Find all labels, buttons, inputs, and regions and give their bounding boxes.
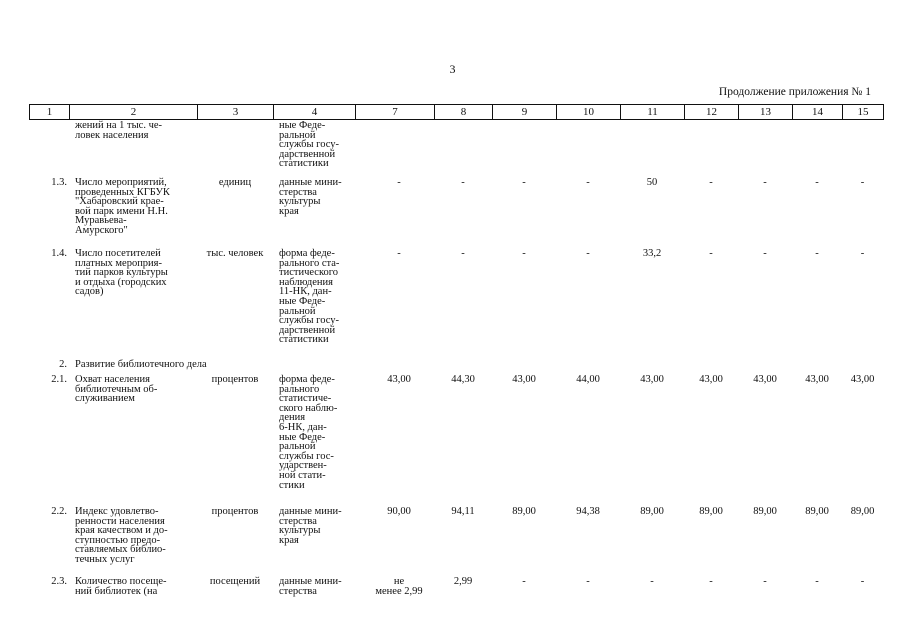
value-col-7: -: [397, 177, 401, 188]
unit: процентов: [211, 374, 259, 385]
header-cell: 13: [739, 105, 793, 120]
indicator-name: Число мероприятий, проведенных КГБУК "Хабаровский крае- вой парк имени Н.Н. Муравьева- Амурского": [75, 177, 170, 236]
value-col-8: -: [461, 177, 465, 188]
table-row: [29, 249, 883, 360]
table-row: [29, 121, 883, 178]
section-row: [29, 360, 883, 375]
value-col-7: 90,00: [387, 506, 411, 517]
header-cell: 15: [843, 105, 884, 120]
value-col-14: 89,00: [805, 506, 829, 517]
value-col-8: 94,11: [451, 506, 475, 517]
value-col-15: 43,00: [850, 374, 875, 385]
value-col-11: 33,2: [642, 248, 662, 259]
row-number: 2.1.: [51, 374, 67, 385]
header-cell: 2: [70, 105, 198, 120]
value-col-11: 50: [646, 177, 658, 188]
header-cell: 4: [274, 105, 356, 120]
value-col-8: 44,30: [451, 374, 475, 385]
value-col-11: 89,00: [640, 506, 664, 517]
value-col-12: -: [709, 576, 713, 587]
value-col-13: -: [763, 248, 767, 259]
value-col-11: 43,00: [640, 374, 664, 385]
value-col-12: 43,00: [699, 374, 723, 385]
unit: процентов: [211, 506, 259, 517]
value-col-10: -: [586, 576, 590, 587]
page-number: 3: [449, 62, 456, 76]
value-col-10: -: [586, 177, 590, 188]
header-cell: 10: [557, 105, 621, 120]
value-col-9: -: [522, 248, 526, 259]
value-col-10: 94,38: [576, 506, 600, 517]
section-number: 2.: [59, 359, 67, 370]
data-source: данные мини- стерства: [279, 576, 342, 597]
value-col-12: -: [709, 248, 713, 259]
header-cell: 1: [30, 105, 70, 120]
table-row: [29, 577, 883, 601]
indicator-name: Число посетителей платных мероприя- тий парков культуры и отдыха (городских садов): [75, 248, 168, 298]
header-cell: 9: [493, 105, 557, 120]
header-cell: 12: [685, 105, 739, 120]
unit: тыс. человек: [206, 248, 264, 259]
value-col-13: 43,00: [753, 374, 777, 385]
table-row: [29, 375, 883, 507]
data-source: ные Феде- ральной службы госу- дарственной статистики: [279, 120, 339, 170]
value-col-9: -: [522, 576, 526, 587]
row-number: 1.3.: [51, 177, 67, 188]
column-header-table: [29, 104, 884, 120]
row-number: 2.3.: [51, 576, 67, 587]
header-cell: 7: [356, 105, 435, 120]
row-number: 1.4.: [51, 248, 67, 259]
value-col-7: не менее 2,99: [375, 576, 423, 597]
value-col-12: 89,00: [699, 506, 723, 517]
value-col-15: -: [860, 248, 865, 259]
value-col-10: 44,00: [576, 374, 600, 385]
unit: единиц: [218, 177, 252, 188]
data-source: форма феде- рального статистиче- ского наблю- дения 6-НК, дан- ные Феде- ральной службы гос- ударствен- ной стати- стики: [279, 374, 338, 491]
value-col-14: -: [815, 576, 819, 587]
value-col-13: -: [763, 576, 767, 587]
value-col-10: -: [586, 248, 590, 259]
appendix-note: Продолжение приложения № 1: [718, 86, 871, 98]
value-col-15: -: [860, 576, 865, 587]
value-col-14: 43,00: [805, 374, 829, 385]
indicator-name: Охват населения библиотечным об- служиванием: [75, 374, 158, 405]
value-col-13: -: [763, 177, 767, 188]
data-source: данные мини- стерства культуры края: [279, 177, 342, 217]
value-col-7: -: [397, 248, 401, 259]
value-col-14: -: [815, 248, 819, 259]
value-col-15: -: [860, 177, 865, 188]
value-col-9: 89,00: [512, 506, 536, 517]
value-col-8: -: [461, 248, 465, 259]
value-col-8: 2,99: [453, 576, 473, 587]
value-col-14: -: [815, 177, 819, 188]
value-col-9: -: [522, 177, 526, 188]
data-source: форма феде- рального ста- тистического наблюдения 11-НК, дан- ные Феде- ральной службы госу- дарственной статистики: [279, 248, 340, 346]
value-col-11: -: [650, 576, 654, 587]
header-row: [30, 105, 884, 120]
header-cell: 3: [198, 105, 274, 120]
table-row: [29, 178, 883, 249]
unit: посещений: [209, 576, 261, 587]
section-title: Развитие библиотечного дела: [75, 359, 207, 370]
data-source: данные мини- стерства культуры края: [279, 506, 342, 546]
header-cell: 8: [435, 105, 493, 120]
value-col-9: 43,00: [512, 374, 536, 385]
value-col-13: 89,00: [753, 506, 777, 517]
table-row: [29, 507, 883, 577]
indicator-name: жений на 1 тыс. че- ловек населения: [75, 120, 163, 141]
row-number: 2.2.: [51, 506, 67, 517]
header-cell: 11: [621, 105, 685, 120]
value-col-15: 89,00: [850, 506, 875, 517]
indicator-name: Количество посеще- ний библиотек (на: [75, 576, 167, 597]
indicator-name: Индекс удовлетво- ренности населения края качеством и до- ступностью предо- ставляемых библио- течных услуг: [75, 506, 168, 565]
indicator-table-body: [29, 121, 883, 601]
value-col-12: -: [709, 177, 713, 188]
value-col-7: 43,00: [387, 374, 411, 385]
header-cell: 14: [793, 105, 843, 120]
